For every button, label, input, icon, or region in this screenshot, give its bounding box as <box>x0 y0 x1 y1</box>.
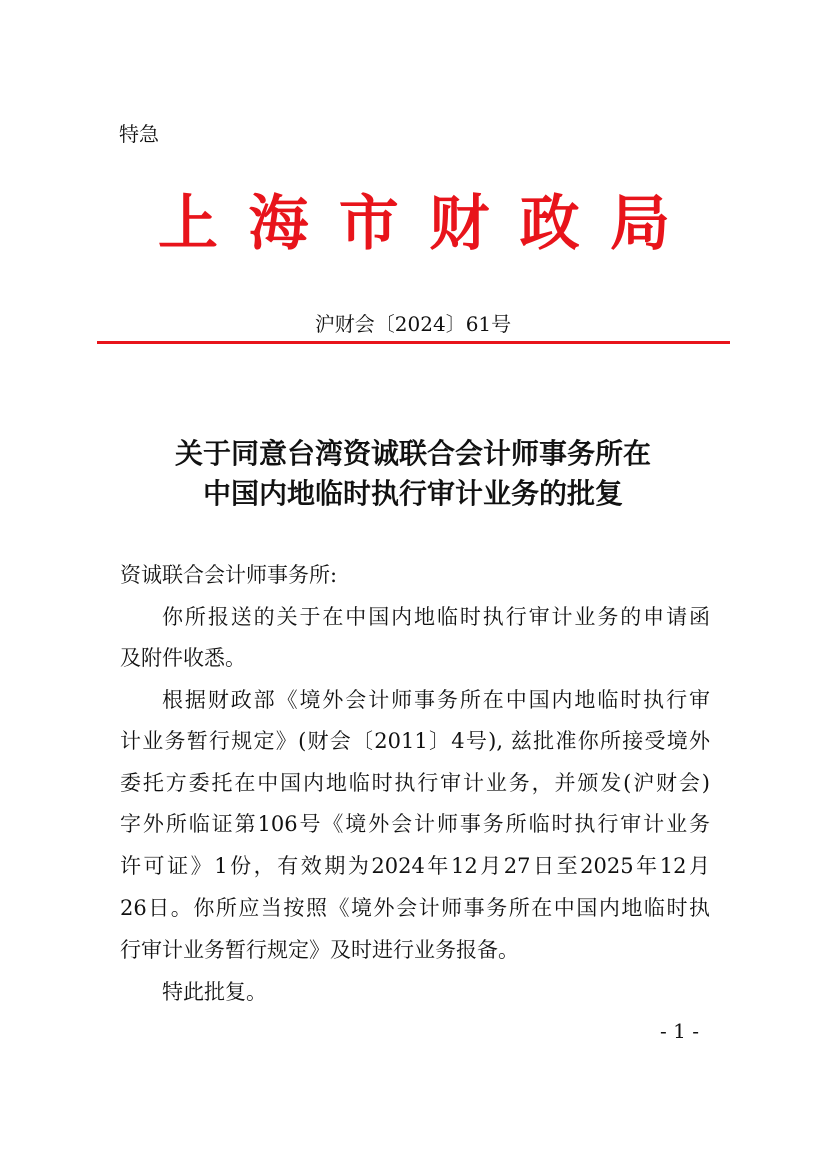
body-line: 及附件收悉。 <box>120 646 246 670</box>
title-line-1: 关于同意台湾资诚联合会计师事务所在 <box>174 437 651 470</box>
document-number: 沪财会〔2024〕61号 <box>314 312 512 336</box>
issuer-masthead: 上海市财政局 <box>158 189 670 259</box>
closing-line: 特此批复。 <box>162 980 267 1004</box>
body-line: 行审计业务暂行规定》及时进行业务报备。 <box>120 938 519 962</box>
body-line: 字外所临证第106号《境外会计师事务所临时执行审计业务 <box>120 812 710 836</box>
body-line: 许可证》1份，有效期为2024年12月27日至2025年12月 <box>120 854 710 878</box>
addressee: 资诚联合会计师事务所: <box>120 563 338 587</box>
page-number: - 1 - <box>660 1019 699 1043</box>
body-line: 计业务暂行规定》(财会〔2011〕4号), 兹批准你所接受境外 <box>120 729 710 753</box>
urgency-label: 特急 <box>119 122 159 146</box>
body-line: 根据财政部《境外会计师事务所在中国内地临时执行审 <box>162 688 710 712</box>
red-divider <box>97 341 730 344</box>
body-line: 委托方委托在中国内地临时执行审计业务，并颁发(沪财会) <box>120 771 710 795</box>
body-line: 你所报送的关于在中国内地临时执行审计业务的申请函 <box>162 605 710 629</box>
body-line: 26日。你所应当按照《境外会计师事务所在中国内地临时执 <box>120 896 710 920</box>
title-line-2: 中国内地临时执行审计业务的批复 <box>202 477 623 510</box>
